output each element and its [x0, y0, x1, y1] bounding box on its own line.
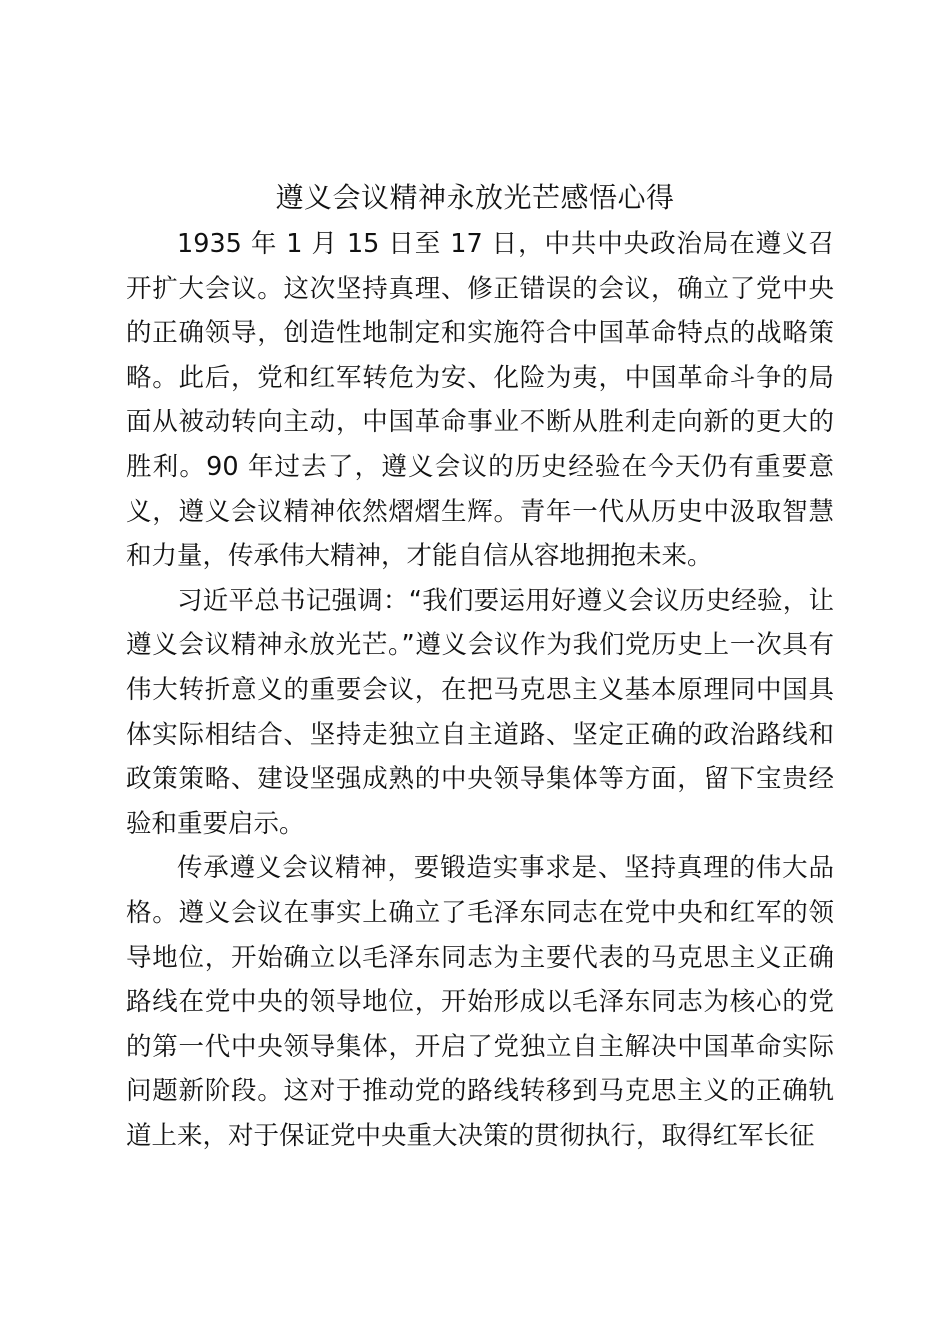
- paragraph-3: 传承遵义会议精神，要锻造实事求是、坚持真理的伟大品格。遵义会议在事实上确立了毛泽东同志在党中央和红军的领导地位，开始确立以毛泽东同志为主要代表的马克思主义正确路线在党中央的领导地位，开始形成以毛泽东同志为核心的党的第一代中央领导集体，开启了党独立自主解决中国革命实际问题新阶段。这对于推动党的路线转移到马克思主义的正确轨道上来，对于保证党中央重大决策的贯彻执行，取得红军长征: [126, 853, 834, 1151]
- paragraph-1: 1935 年 1 月 15 日至 17 日，中共中央政治局在遵义召开扩大会议。这次坚持真理、修正错误的会议，确立了党中央的正确领导，创造性地制定和实施符合中国革命特点的战略策略。此后，党和红军转危为安、化险为夷，中国革命斗争的局面从被动转向主动，中国革命事业不断从胜利走向新的更大的胜利。90 年过去了，遵义会议的历史经验在今天仍有重要意义，遵义会议精神依然熠熠生辉。青年一代从历史中汲取智慧和力量，传承伟大精神，才能自信从容地拥抱未来。: [126, 229, 834, 572]
- document-title: 遵义会议精神永放光芒感悟心得: [275, 181, 675, 214]
- document-body: [126, 222, 834, 1158]
- paragraph-2: 习近平总书记强调：“我们要运用好遵义会议历史经验，让遵义会议精神永放光芒。”遵义会议作为我们党历史上一次具有伟大转折意义的重要会议，在把马克思主义基本原理同中国具体实际相结合、坚持走独立自主道路、坚定正确的政治路线和政策策略、建设坚强成熟的中央领导集体等方面，留下宝贵经验和重要启示。: [126, 585, 834, 839]
